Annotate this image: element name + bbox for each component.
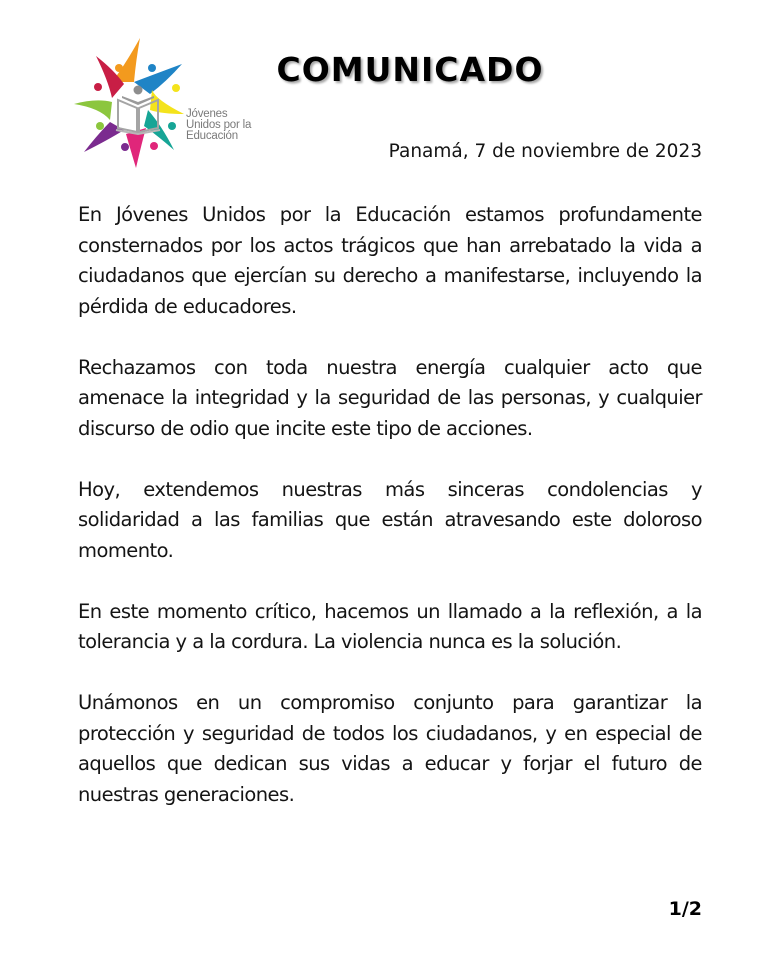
date-line: Panamá, 7 de noviembre de 2023: [388, 141, 702, 162]
logo-wordmark: [186, 109, 251, 142]
star-of-people-logo-icon: [70, 30, 190, 170]
logo-text-line: Educación: [186, 130, 238, 142]
page-number: 1/2: [668, 898, 702, 920]
organization-logo: [70, 30, 270, 170]
paragraph: Unámonos en un compromiso conjunto para garantizar la protección y seguridad de todos los ciudadanos, y en especial de aquellos que dedican sus vidas a educar y forjar el futuro de nuestras generaciones.: [78, 691, 702, 806]
paragraph: En este momento crítico, hacemos un llamado a la reflexión, a la tolerancia y a la cordura. La violencia nunca es la solución.: [78, 599, 702, 653]
logo-text-line: Jóvenes: [186, 108, 228, 120]
document-body: [78, 200, 702, 841]
paragraph: En Jóvenes Unidos por la Educación estamos profundamente consternados por los actos trágicos que han arrebatado la vida a ciudadanos que ejercían su derecho a manifestarse, incluyendo la pérdida de educadores.: [78, 203, 702, 318]
paragraph: Rechazamos con toda nuestra energía cualquier acto que amenace la integridad y la seguridad de las personas, y cualquier discurso de odio que incite este tipo de acciones.: [78, 355, 702, 440]
logo-text-line: Unidos por la: [186, 119, 252, 131]
document-title: COMUNICADO: [276, 50, 544, 89]
paragraph: Hoy, extendemos nuestras más sinceras condolencias y solidaridad a las familias que están atravesando este doloroso momento.: [78, 477, 702, 562]
